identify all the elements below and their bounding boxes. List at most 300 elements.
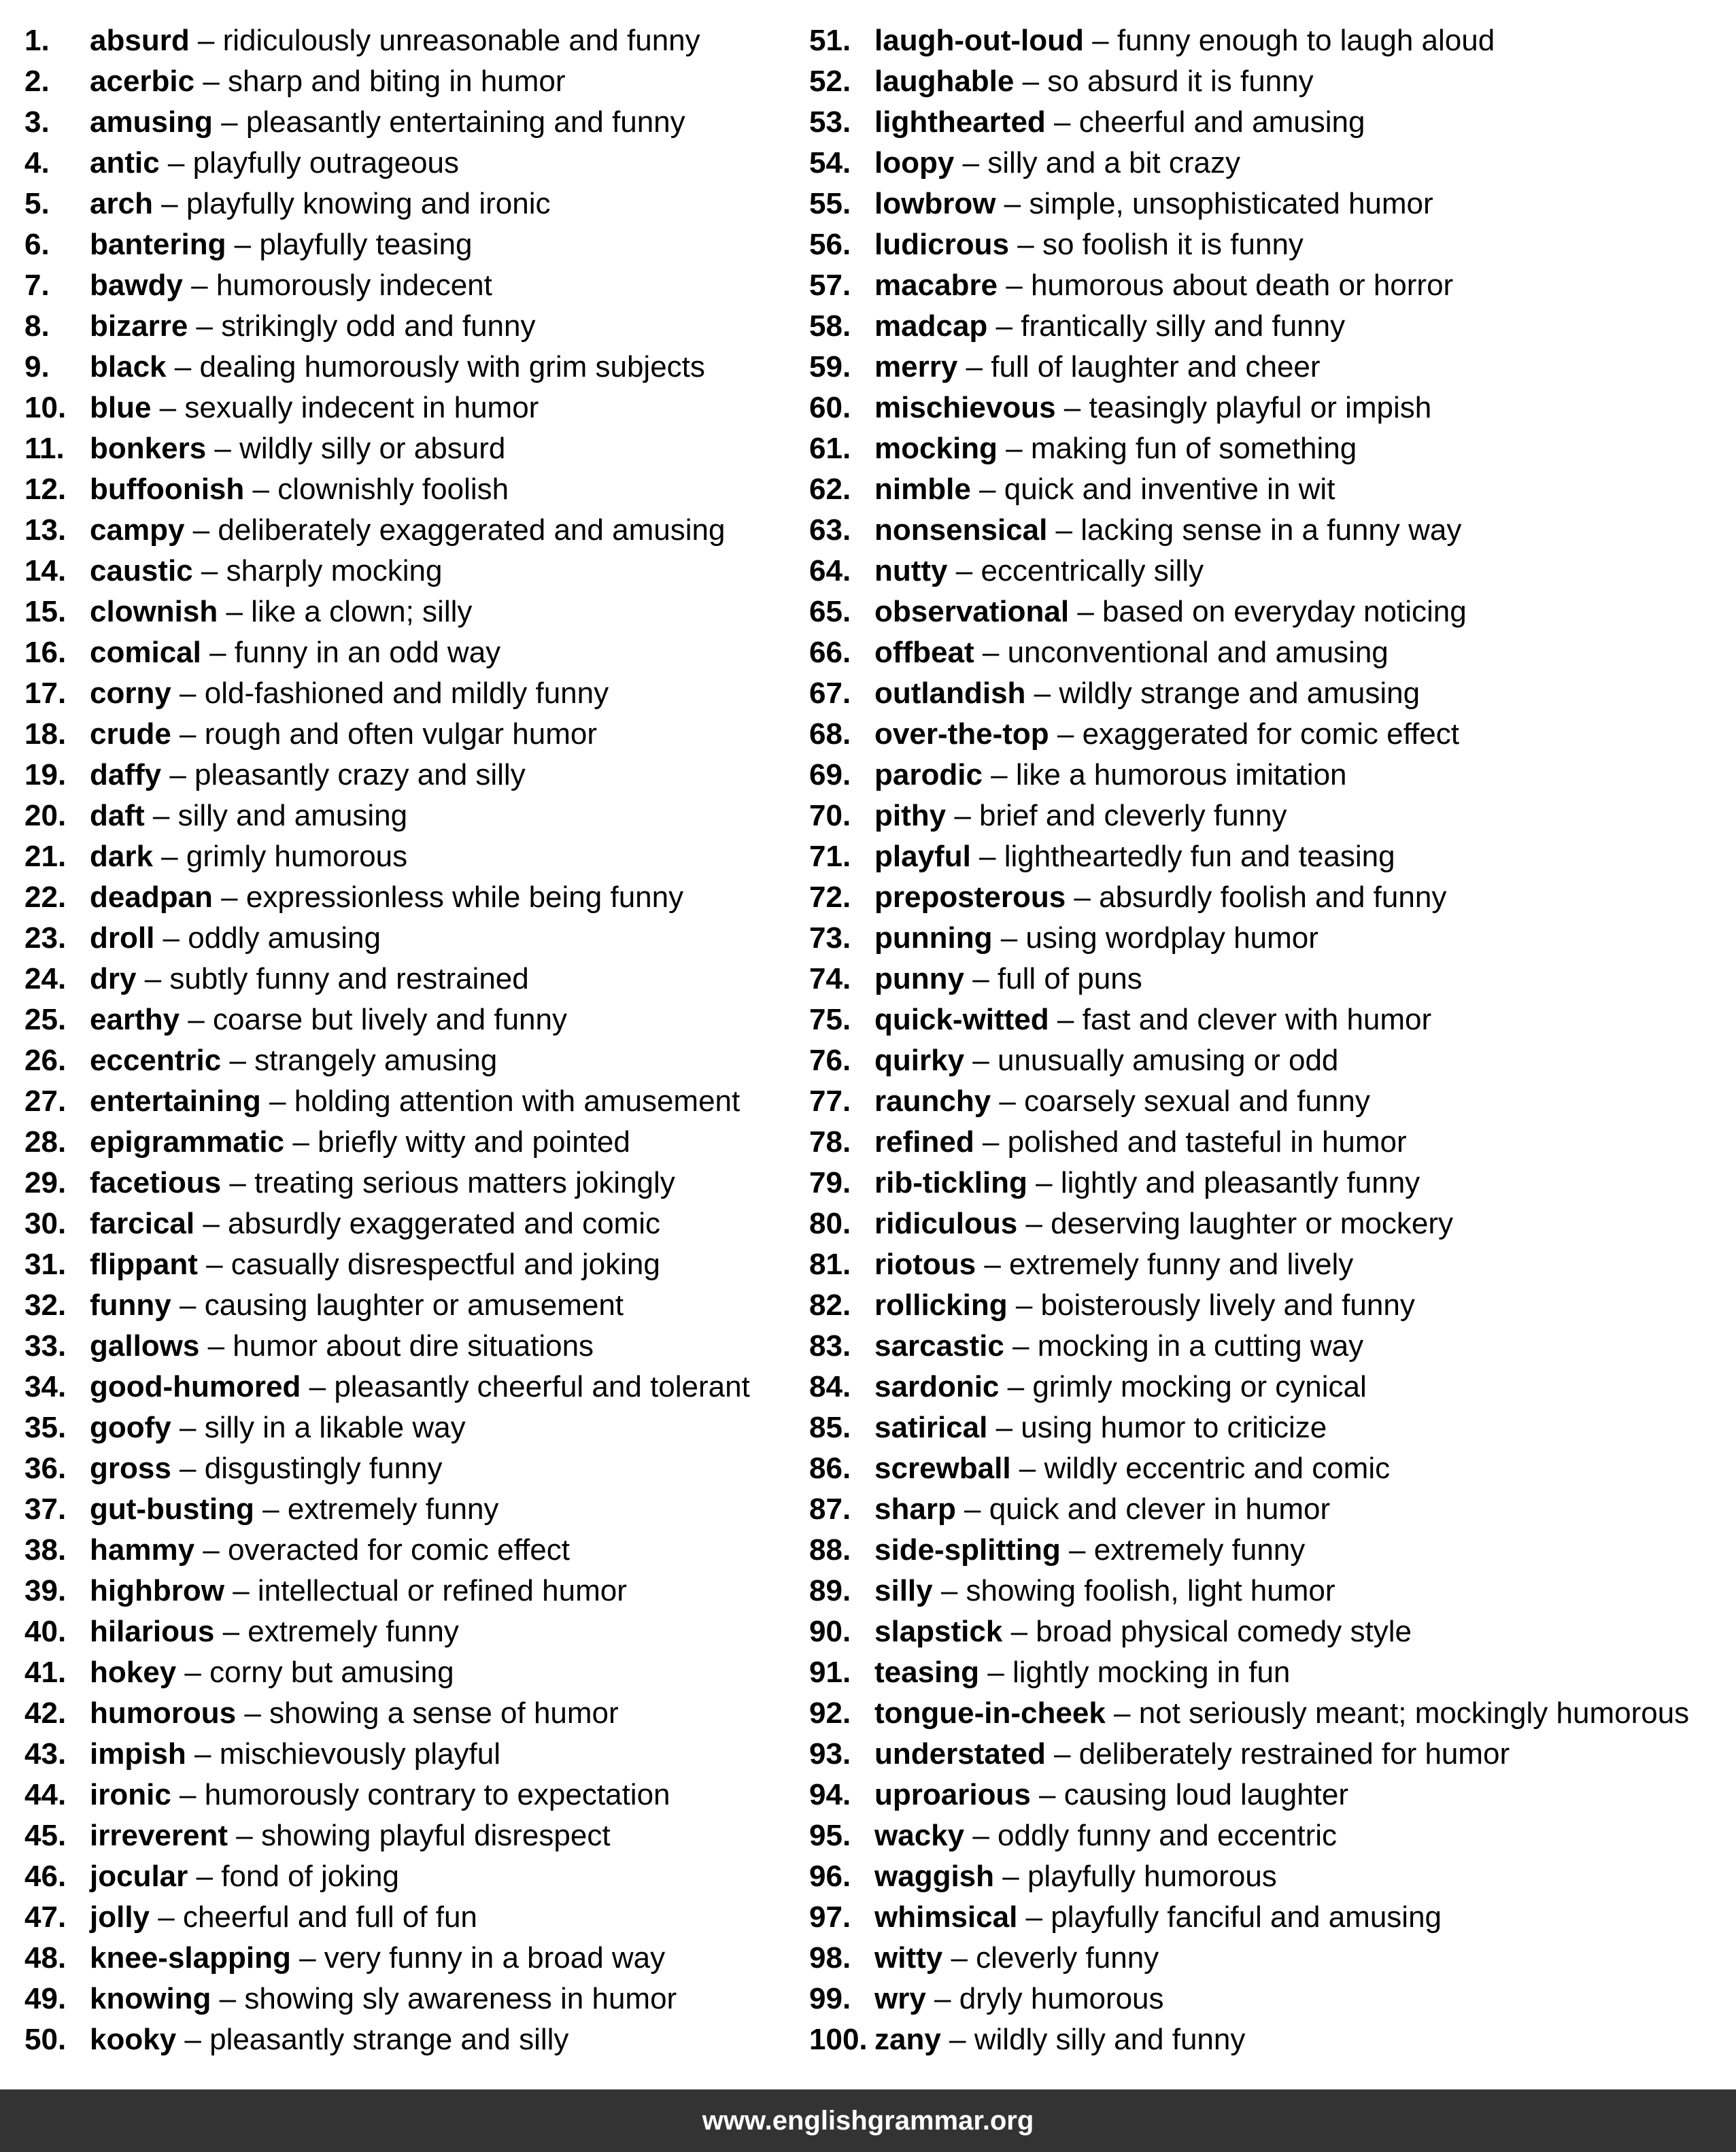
list-item-definition: silly and amusing xyxy=(177,799,408,832)
list-item-definition: dealing humorously with grim subjects xyxy=(199,350,705,383)
list-item-separator: – xyxy=(151,391,185,424)
list-item-text xyxy=(90,1693,619,1734)
list-item-text xyxy=(874,1203,1453,1244)
list-item-definition: briefly witty and pointed xyxy=(318,1125,630,1159)
list-item-word: lighthearted xyxy=(874,105,1046,139)
list-item-separator: – xyxy=(152,187,186,220)
list-item xyxy=(24,1448,806,1489)
list-item xyxy=(809,1856,1734,1897)
list-item-definition: showing playful disrespect xyxy=(260,1819,611,1852)
list-item-separator: – xyxy=(301,1370,335,1403)
list-item-word: clownish xyxy=(90,595,218,628)
list-item-separator: – xyxy=(992,921,1026,955)
list-item-word: hammy xyxy=(90,1533,195,1567)
list-item xyxy=(24,1244,806,1285)
list-item xyxy=(24,143,806,184)
list-item-definition: silly in a likable way xyxy=(204,1411,466,1444)
list-item-separator: – xyxy=(188,309,222,343)
list-item-text xyxy=(874,1448,1390,1489)
list-item-text xyxy=(90,1244,660,1285)
list-item-number: 53. xyxy=(809,105,851,139)
list-item-text xyxy=(874,959,1142,1000)
list-item xyxy=(24,1203,806,1244)
list-item-definition: wildly silly or absurd xyxy=(239,432,506,465)
list-item xyxy=(24,2019,806,2060)
list-item-number: 52. xyxy=(809,65,851,98)
list-item-separator: – xyxy=(1002,1615,1036,1648)
list-item-number: 42. xyxy=(24,1696,67,1730)
list-item-number: 45. xyxy=(24,1819,67,1852)
list-item-definition: full of laughter and cheer xyxy=(991,350,1321,383)
list-item xyxy=(24,306,806,347)
list-item-word: understated xyxy=(874,1737,1046,1771)
list-item xyxy=(809,1571,1734,1611)
list-item xyxy=(809,1040,1734,1081)
list-item-definition: simple, unsophisticated humor xyxy=(1029,187,1433,220)
list-item xyxy=(809,836,1734,877)
list-item-definition: subtly funny and restrained xyxy=(169,962,529,995)
list-item-separator: – xyxy=(932,1574,966,1607)
list-item-number: 32. xyxy=(24,1288,67,1322)
list-item-number: 61. xyxy=(809,432,851,465)
list-item-text xyxy=(90,632,500,673)
list-item-word: ludicrous xyxy=(874,228,1010,261)
list-item-word: epigrammatic xyxy=(90,1125,285,1159)
list-item-text xyxy=(90,1775,670,1815)
list-item-number: 39. xyxy=(24,1574,67,1607)
list-item xyxy=(809,1815,1734,1856)
list-item xyxy=(24,1081,806,1122)
list-item-definition: so foolish it is funny xyxy=(1042,228,1304,261)
list-item-word: refined xyxy=(874,1125,974,1159)
list-item-word: mischievous xyxy=(874,391,1056,424)
list-item-definition: deliberately exaggerated and amusing xyxy=(218,513,726,547)
list-item-number: 3. xyxy=(24,105,50,139)
list-item xyxy=(24,510,806,551)
list-item-text xyxy=(90,1081,740,1122)
list-item-word: jolly xyxy=(90,1900,150,1934)
list-item-word: irreverent xyxy=(90,1819,228,1852)
list-item-word: uproarious xyxy=(874,1778,1031,1811)
list-item-separator: – xyxy=(1045,105,1079,139)
list-item-word: gross xyxy=(90,1452,171,1485)
list-item-number: 86. xyxy=(809,1452,851,1485)
list-item-separator: – xyxy=(1047,513,1081,547)
list-item-number: 88. xyxy=(809,1533,851,1567)
list-item-number: 38. xyxy=(24,1533,67,1567)
list-item-text xyxy=(90,388,539,428)
list-item-number: 73. xyxy=(809,921,851,955)
list-item xyxy=(24,224,806,265)
list-item-definition: playfully knowing and ironic xyxy=(186,187,551,220)
list-item-number: 81. xyxy=(809,1248,851,1281)
list-item xyxy=(24,388,806,428)
list-item-word: hokey xyxy=(90,1656,177,1689)
list-item-number: 16. xyxy=(24,636,67,669)
list-item-word: wry xyxy=(874,1982,926,2015)
list-item-word: rollicking xyxy=(874,1288,1008,1322)
list-item xyxy=(24,1530,806,1571)
list-item-text xyxy=(874,510,1461,551)
list-item-text xyxy=(90,714,597,755)
list-item-separator: – xyxy=(236,1696,270,1730)
list-item-text xyxy=(874,1285,1415,1326)
list-item-text xyxy=(90,102,685,143)
list-item-number: 9. xyxy=(24,350,50,383)
list-item-separator: – xyxy=(224,1574,258,1607)
list-item-word: campy xyxy=(90,513,185,547)
list-item-separator: – xyxy=(995,187,1029,220)
list-item-text xyxy=(874,673,1420,714)
list-item-text xyxy=(90,20,700,61)
list-item-word: dark xyxy=(90,840,153,873)
list-item-separator: – xyxy=(206,432,240,465)
list-item xyxy=(24,959,806,1000)
list-item-definition: eccentrically silly xyxy=(981,554,1204,587)
list-item-number: 49. xyxy=(24,1982,67,2015)
list-item-definition: grimly mocking or cynical xyxy=(1032,1370,1367,1403)
list-item xyxy=(809,510,1734,551)
list-item-text xyxy=(90,836,407,877)
list-item-separator: – xyxy=(942,1941,976,1975)
list-item-number: 98. xyxy=(809,1941,851,1975)
list-item-number: 6. xyxy=(24,228,50,261)
list-item xyxy=(24,1122,806,1163)
list-item-definition: cheerful and amusing xyxy=(1078,105,1365,139)
list-item-text xyxy=(90,1611,459,1652)
list-item xyxy=(24,1979,806,2019)
list-item-definition: corny but amusing xyxy=(209,1656,454,1689)
list-item-word: loopy xyxy=(874,146,955,180)
list-item-word: bizarre xyxy=(90,309,188,343)
list-item-separator: – xyxy=(171,717,205,751)
list-item-text xyxy=(90,143,459,184)
list-item-definition: strikingly odd and funny xyxy=(221,309,536,343)
list-item-text xyxy=(90,1448,443,1489)
list-item-separator: – xyxy=(1007,1288,1041,1322)
list-item-separator: – xyxy=(144,799,178,832)
list-item-word: goofy xyxy=(90,1411,171,1444)
list-item xyxy=(809,918,1734,959)
list-item-number: 63. xyxy=(809,513,851,547)
list-item-number: 4. xyxy=(24,146,50,180)
list-item-number: 1. xyxy=(24,24,50,57)
list-item-text xyxy=(874,306,1345,347)
list-item-separator: – xyxy=(260,1084,294,1118)
list-item-word: zany xyxy=(874,2023,941,2056)
list-item-definition: humorously contrary to expectation xyxy=(204,1778,670,1811)
list-item xyxy=(809,2019,1734,2060)
list-item-number: 50. xyxy=(24,2023,67,2056)
list-item-definition: clownishly foolish xyxy=(277,473,509,506)
list-item-text xyxy=(90,469,509,510)
list-item-separator: – xyxy=(925,1982,959,2015)
list-item-number: 76. xyxy=(809,1044,851,1077)
list-item-text xyxy=(874,755,1347,796)
list-item-separator: – xyxy=(212,105,246,139)
list-item-definition: boisterously lively and funny xyxy=(1040,1288,1415,1322)
list-item-text xyxy=(90,1938,665,1979)
list-item-definition: playfully fanciful and amusing xyxy=(1051,1900,1442,1934)
list-item-separator: – xyxy=(199,1329,233,1363)
list-item-definition: wildly eccentric and comic xyxy=(1044,1452,1391,1485)
list-item xyxy=(809,551,1734,592)
list-item-text xyxy=(90,265,492,306)
list-item-separator: – xyxy=(1014,65,1048,98)
list-item-text xyxy=(90,1367,750,1407)
list-item-separator: – xyxy=(954,146,988,180)
list-item-word: screwball xyxy=(874,1452,1011,1485)
word-list-column-right xyxy=(809,20,1734,2060)
list-item xyxy=(24,1326,806,1367)
list-item-definition: mocking in a cutting way xyxy=(1037,1329,1364,1363)
list-item-separator: – xyxy=(957,350,991,383)
list-item xyxy=(809,1326,1734,1367)
list-item-number: 13. xyxy=(24,513,67,547)
list-item-separator: – xyxy=(194,1207,228,1240)
list-item-separator: – xyxy=(979,1656,1012,1689)
list-item-definition: lacking sense in a funny way xyxy=(1080,513,1462,547)
list-item-definition: pleasantly entertaining and funny xyxy=(245,105,685,139)
list-item-separator: – xyxy=(228,1819,261,1852)
list-item-text xyxy=(874,1611,1412,1652)
list-item-number: 14. xyxy=(24,554,67,587)
list-item xyxy=(24,1407,806,1448)
list-item-number: 2. xyxy=(24,65,50,98)
list-item xyxy=(24,61,806,102)
list-item-definition: playfully teasing xyxy=(259,228,473,261)
list-item xyxy=(809,1407,1734,1448)
list-item xyxy=(809,20,1734,61)
list-item-word: quick-witted xyxy=(874,1003,1049,1036)
list-item-number: 62. xyxy=(809,473,851,506)
list-item-word: nonsensical xyxy=(874,513,1048,547)
list-item-number: 64. xyxy=(809,554,851,587)
list-item-number: 35. xyxy=(24,1411,67,1444)
list-item-word: lowbrow xyxy=(874,187,996,220)
list-item xyxy=(809,306,1734,347)
list-item xyxy=(809,1448,1734,1489)
list-item xyxy=(809,1244,1734,1285)
list-item-number: 43. xyxy=(24,1737,67,1771)
list-item-separator: – xyxy=(970,840,1004,873)
list-item xyxy=(24,469,806,510)
list-item-separator: – xyxy=(214,1615,248,1648)
list-item-number: 18. xyxy=(24,717,67,751)
list-item-text xyxy=(874,877,1446,918)
list-item-text xyxy=(90,1285,624,1326)
list-item-text xyxy=(90,755,526,796)
list-item-word: highbrow xyxy=(90,1574,224,1607)
list-item-word: hilarious xyxy=(90,1615,215,1648)
list-item xyxy=(24,1856,806,1897)
list-item-text xyxy=(90,877,683,918)
list-item-text xyxy=(874,1979,1164,2019)
list-item-number: 89. xyxy=(809,1574,851,1607)
list-item xyxy=(24,1734,806,1775)
list-item-word: raunchy xyxy=(874,1084,991,1118)
list-item-word: observational xyxy=(874,595,1070,628)
list-item-text xyxy=(874,102,1365,143)
list-item-word: absurd xyxy=(90,24,190,57)
list-item-word: humorous xyxy=(90,1696,237,1730)
list-item-definition: sexually indecent in humor xyxy=(184,391,539,424)
list-item-text xyxy=(90,347,705,388)
list-item-separator: – xyxy=(974,636,1008,669)
list-item-separator: – xyxy=(1105,1696,1139,1730)
list-item xyxy=(24,1611,806,1652)
list-item-word: quirky xyxy=(874,1044,965,1077)
list-item-number: 67. xyxy=(809,677,851,710)
list-item-number: 31. xyxy=(24,1248,67,1281)
list-item-number: 8. xyxy=(24,309,50,343)
list-item-definition: humor about dire situations xyxy=(233,1329,594,1363)
list-item-definition: so absurd it is funny xyxy=(1047,65,1314,98)
list-item-definition: showing sly awareness in humor xyxy=(244,1982,677,2015)
list-item-word: dry xyxy=(90,962,137,995)
list-item-number: 66. xyxy=(809,636,851,669)
list-item-text xyxy=(874,20,1495,61)
list-item-definition: playfully outrageous xyxy=(192,146,459,180)
list-item-number: 100. xyxy=(809,2023,868,2056)
list-item-text xyxy=(90,184,551,224)
list-item xyxy=(24,1040,806,1081)
list-item xyxy=(809,1938,1734,1979)
list-item-separator: – xyxy=(974,1125,1008,1159)
list-item xyxy=(809,428,1734,469)
list-item-definition: frantically silly and funny xyxy=(1021,309,1346,343)
list-item-separator: – xyxy=(197,1248,231,1281)
list-item-text xyxy=(874,61,1314,102)
list-item-word: sardonic xyxy=(874,1370,1000,1403)
list-item-number: 44. xyxy=(24,1778,67,1811)
list-item xyxy=(809,1734,1734,1775)
list-item-text xyxy=(874,1856,1277,1897)
list-item xyxy=(809,796,1734,836)
list-item-word: wacky xyxy=(874,1819,965,1852)
list-item-text xyxy=(90,551,442,592)
list-item-word: jocular xyxy=(90,1860,188,1893)
list-item-text xyxy=(874,1040,1338,1081)
list-item-number: 90. xyxy=(809,1615,851,1648)
list-item-definition: casually disrespectful and joking xyxy=(231,1248,660,1281)
list-item-number: 30. xyxy=(24,1207,67,1240)
list-item-text xyxy=(90,1000,567,1040)
list-item-separator: – xyxy=(997,432,1031,465)
list-item xyxy=(24,1938,806,1979)
list-item xyxy=(809,1775,1734,1815)
list-item-number: 48. xyxy=(24,1941,67,1975)
list-item-number: 27. xyxy=(24,1084,67,1118)
list-item-word: comical xyxy=(90,636,201,669)
list-item-text xyxy=(90,224,472,265)
list-item-separator: – xyxy=(987,309,1021,343)
list-item-number: 97. xyxy=(809,1900,851,1934)
list-item-text xyxy=(90,1530,570,1571)
list-item-number: 84. xyxy=(809,1370,851,1403)
list-item-separator: – xyxy=(171,1288,205,1322)
list-item-definition: absurdly foolish and funny xyxy=(1099,881,1447,914)
list-item-definition: deliberately restrained for humor xyxy=(1078,1737,1510,1771)
list-item-separator: – xyxy=(192,554,226,587)
list-item-separator: – xyxy=(987,1411,1021,1444)
list-item-text xyxy=(90,428,505,469)
list-item-separator: – xyxy=(154,921,188,955)
list-item-number: 40. xyxy=(24,1615,67,1648)
list-item-number: 69. xyxy=(809,758,851,791)
list-item-separator: – xyxy=(254,1492,288,1526)
list-item-text xyxy=(90,306,536,347)
list-item-definition: treating serious matters jokingly xyxy=(254,1166,675,1199)
list-item xyxy=(809,184,1734,224)
list-item-word: good-humored xyxy=(90,1370,301,1403)
list-item-definition: extremely funny xyxy=(1093,1533,1306,1567)
list-item-number: 56. xyxy=(809,228,851,261)
list-item-text xyxy=(874,184,1433,224)
list-item-word: merry xyxy=(874,350,958,383)
list-item-text xyxy=(874,592,1467,632)
list-item xyxy=(809,673,1734,714)
list-item-definition: full of puns xyxy=(997,962,1142,995)
list-item xyxy=(24,1815,806,1856)
list-item-text xyxy=(90,1897,477,1938)
list-item-text xyxy=(90,1203,660,1244)
list-item-separator: – xyxy=(1069,595,1103,628)
word-list-column-left xyxy=(24,20,806,2060)
list-item-definition: expressionless while being funny xyxy=(245,881,684,914)
list-item-number: 87. xyxy=(809,1492,851,1526)
list-item-separator: – xyxy=(946,799,980,832)
list-item-separator: – xyxy=(184,513,218,547)
list-item-number: 79. xyxy=(809,1166,851,1199)
footer-url[interactable]: www.englishgrammar.org xyxy=(702,2105,1034,2136)
list-item xyxy=(809,877,1734,918)
list-item-definition: causing loud laughter xyxy=(1063,1778,1349,1811)
list-item xyxy=(809,959,1734,1000)
list-item-definition: pleasantly crazy and silly xyxy=(194,758,526,791)
list-item xyxy=(809,1081,1734,1122)
list-item-definition: showing a sense of humor xyxy=(269,1696,619,1730)
list-item-word: antic xyxy=(90,146,160,180)
list-item-separator: – xyxy=(998,269,1031,302)
list-item-separator: – xyxy=(186,1737,220,1771)
list-item-number: 99. xyxy=(809,1982,851,2015)
list-item xyxy=(809,592,1734,632)
list-item-text xyxy=(90,1326,594,1367)
list-item-definition: not seriously meant; mockingly humorous xyxy=(1138,1696,1690,1730)
list-item-text xyxy=(90,1815,611,1856)
list-item-word: waggish xyxy=(874,1860,995,1893)
list-item-word: offbeat xyxy=(874,636,974,669)
list-item-text xyxy=(90,1979,677,2019)
list-item xyxy=(24,347,806,388)
list-item-number: 70. xyxy=(809,799,851,832)
list-item-separator: – xyxy=(1055,391,1089,424)
list-item-word: daffy xyxy=(90,758,162,791)
list-item-number: 28. xyxy=(24,1125,67,1159)
list-item-separator: – xyxy=(1017,1900,1051,1934)
list-item-definition: funny in an odd way xyxy=(234,636,501,669)
list-item-separator: – xyxy=(994,1860,1027,1893)
list-item-number: 36. xyxy=(24,1452,67,1485)
list-item-text xyxy=(874,1367,1367,1407)
list-item-text xyxy=(90,959,529,1000)
list-item-word: corny xyxy=(90,677,171,710)
list-item-number: 23. xyxy=(24,921,67,955)
list-item-definition: pleasantly cheerful and tolerant xyxy=(334,1370,750,1403)
list-item-definition: strangely amusing xyxy=(254,1044,498,1077)
list-item-word: mocking xyxy=(874,432,998,465)
